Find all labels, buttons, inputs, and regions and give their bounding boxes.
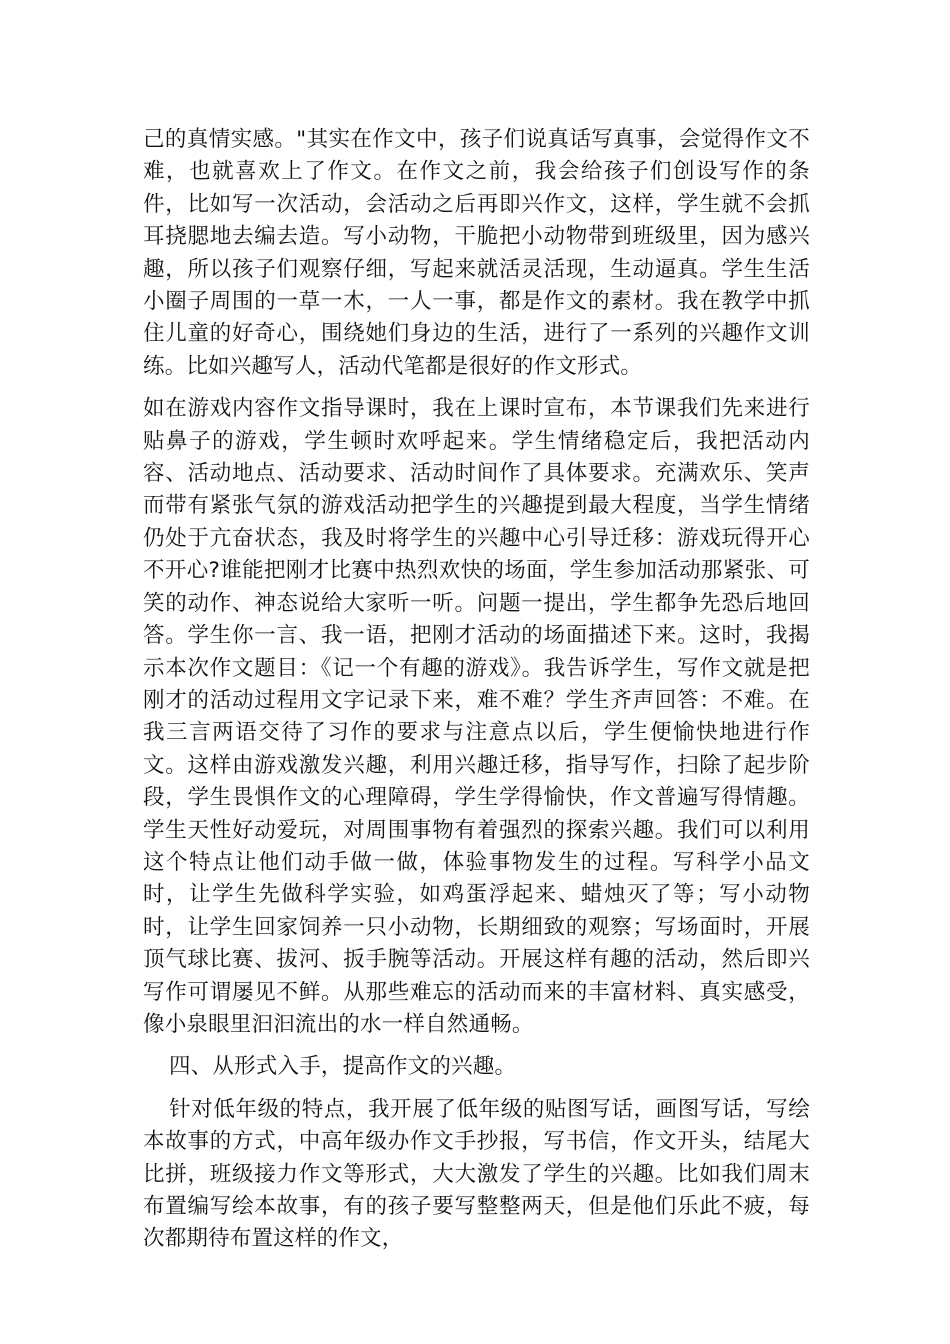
document-body (143, 124, 810, 1256)
paragraph: 针对低年级的特点，我开展了低年级的贴图写话，画图写话，写绘本故事的方式，中高年级办作文手抄报，写书信，作文开头，结尾大比拼，班级接力作文等形式，大大激发了学生的兴趣。比如我们周末布置编写绘本故事，有的孩子要写整整两天，但是他们乐此不疲，每次都期待布置这样的作文， (143, 1096, 810, 1252)
paragraph: 如在游戏内容作文指导课时，我在上课时宣布，本节课我们先来进行贴鼻子的游戏，学生顿时欢呼起来。学生情绪稳定后，我把活动内容、活动地点、活动要求、活动时间作了具体要求。充满欢乐、笑声而带有紧张气氛的游戏活动把学生的兴趣提到最大程度，当学生情绪仍处于亢奋状态，我及时将学生的兴趣中心引导迁移：游戏玩得开心不开心?谁能把刚才比赛中热烈欢快的场面，学生参加活动那紧张、可笑的动作、神态说给大家听一听。问题一提出，学生都争先恐后地回答。学生你一言、我一语，把刚才活动的场面描述下来。这时，我揭示本次作文题目：《记一个有趣的游戏》。我告诉学生，写作文就是把刚才的活动过程用文字记录下来，难不难？学生齐声回答：不难。在我三言两语交待了习作的要求与注意点以后，学生便愉快地进行作文。这样由游戏激发兴趣，利用兴趣迁移，指导写作，扫除了起步阶段，学生畏惧作文的心理障碍，学生学得愉快，作文普遍写得情趣。学生天性好动爱玩，对周围事物有着强烈的探索兴趣。我们可以利用这个特点让他们动手做一做，体验事物发生的过程。写科学小品文时，让学生先做科学实验，如鸡蛋浮起来、蜡烛灭了等；写小动物时，让学生回家饲养一只小动物，长期细致的观察；写场面时，开展顶气球比赛、拔河、扳手腕等活动。开展这样有趣的活动，然后即兴写作可谓屡见不鲜。从那些难忘的活动而来的丰富材料、真实感受，像小泉眼里汩汩流出的水一样自然通畅。 (143, 396, 810, 1037)
paragraph: 己的真情实感。"其实在作文中，孩子们说真话写真事，会觉得作文不难，也就喜欢上了作文。在作文之前，我会给孩子们创设写作的条件，比如写一次活动，会活动之后再即兴作文，这样，学生就不会抓耳挠腮地去编去造。写小动物，干脆把小动物带到班级里，因为感兴趣，所以孩子们观察仔细，写起来就活灵活现，生动逼真。学生生活小圈子周围的一草一木，一人一事，都是作文的素材。我在教学中抓住儿童的好奇心，围绕她们身边的生活，进行了一系列的兴趣作文训练。比如兴趣写人，活动代笔都是很好的作文形式。 (143, 127, 810, 379)
section-heading: 四、从形式入手，提高作文的兴趣。 (169, 1054, 517, 1080)
